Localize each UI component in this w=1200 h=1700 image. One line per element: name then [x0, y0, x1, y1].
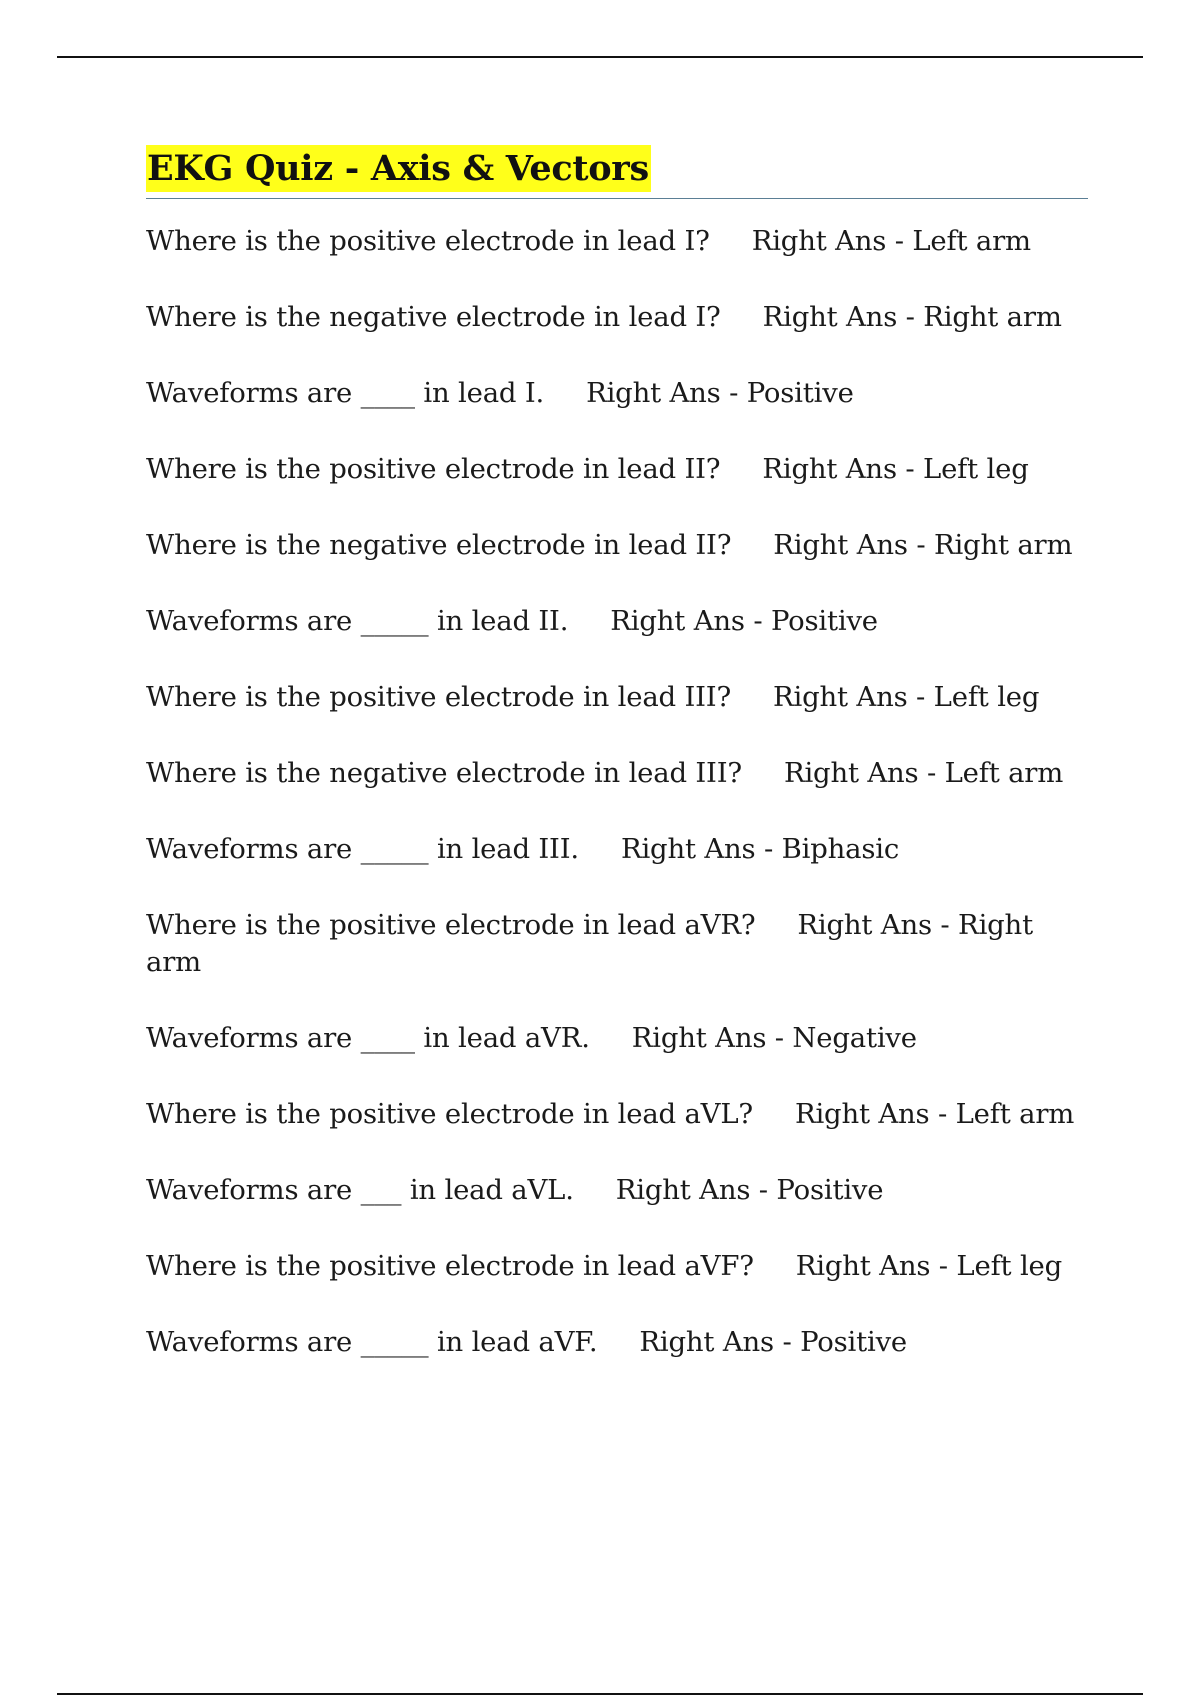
qa-item — [146, 527, 1088, 564]
answer-text: Right Ans - Right arm — [773, 529, 1073, 561]
question-text: Waveforms are ____ in lead aVR. — [146, 1022, 590, 1054]
qa-item — [146, 1020, 1088, 1057]
answer-text: Right Ans - Left leg — [795, 1250, 1063, 1282]
qa-item — [146, 451, 1088, 488]
qa-item — [146, 907, 1088, 981]
qa-list — [146, 223, 1088, 1361]
qa-item — [146, 1096, 1088, 1133]
question-text: Where is the positive electrode in lead aVL? — [146, 1098, 753, 1130]
question-text: Where is the negative electrode in lead I? — [146, 301, 721, 333]
answer-text: Right Ans - Biphasic — [620, 833, 900, 865]
answer-text: Right Ans - Left leg — [762, 453, 1029, 485]
answer-text: Right Ans - Positive — [610, 605, 878, 637]
document-body — [146, 145, 1088, 1400]
answer-text: Right Ans - Right arm — [146, 909, 1033, 978]
qa-item — [146, 1172, 1088, 1209]
qa-item — [146, 831, 1088, 868]
question-text: Where is the positive electrode in lead I? — [146, 225, 710, 257]
answer-text: Right Ans - Right arm — [762, 301, 1062, 333]
bottom-rule — [57, 1693, 1143, 1695]
question-text: Where is the negative electrode in lead III? — [146, 757, 742, 789]
question-text: Waveforms are ___ in lead aVL. — [146, 1174, 574, 1206]
answer-text: Right Ans - Positive — [586, 377, 854, 409]
question-text: Waveforms are _____ in lead III. — [146, 833, 579, 865]
answer-text: Right Ans - Negative — [631, 1022, 917, 1054]
answer-text: Right Ans - Left arm — [783, 757, 1064, 789]
question-text: Waveforms are ____ in lead I. — [146, 377, 545, 409]
qa-item — [146, 223, 1088, 260]
question-text: Where is the negative electrode in lead II? — [146, 529, 732, 561]
question-text: Where is the positive electrode in lead III? — [146, 681, 732, 713]
qa-item — [146, 603, 1088, 640]
qa-item — [146, 375, 1088, 412]
top-rule — [57, 56, 1143, 58]
answer-text: Right Ans - Left leg — [773, 681, 1040, 713]
answer-text: Right Ans - Positive — [639, 1326, 907, 1358]
title-block — [146, 145, 1088, 199]
qa-item — [146, 755, 1088, 792]
qa-item — [146, 1324, 1088, 1361]
question-text: Where is the positive electrode in lead aVF? — [146, 1250, 754, 1282]
qa-item — [146, 679, 1088, 716]
question-text: Waveforms are _____ in lead II. — [146, 605, 569, 637]
answer-text: Right Ans - Positive — [615, 1174, 884, 1206]
qa-item — [146, 299, 1088, 336]
question-text: Waveforms are _____ in lead aVF. — [146, 1326, 598, 1358]
question-text: Where is the positive electrode in lead II? — [146, 453, 721, 485]
answer-text: Right Ans - Left arm — [751, 225, 1031, 257]
answer-text: Right Ans - Left arm — [794, 1098, 1075, 1130]
qa-item — [146, 1248, 1088, 1285]
question-text: Where is the positive electrode in lead aVR? — [146, 909, 756, 941]
document-title: EKG Quiz - Axis & Vectors — [146, 145, 651, 192]
